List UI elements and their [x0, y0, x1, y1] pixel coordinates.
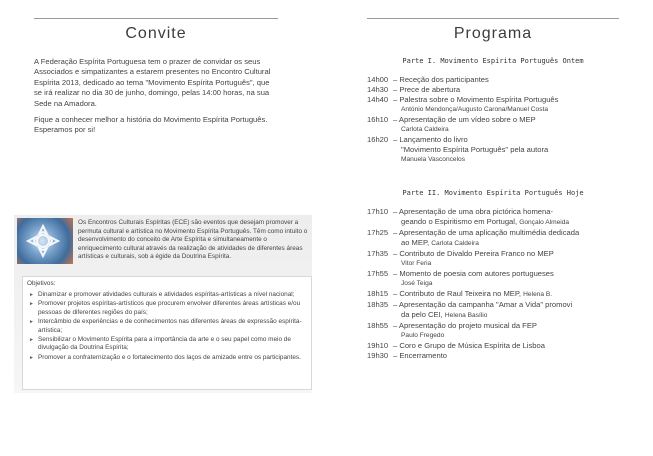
bullet-icon: ► — [29, 337, 34, 344]
list-item — [29, 354, 307, 362]
schedule-item — [367, 269, 619, 289]
intro-paragraph-1: A Federação Espírita Portuguesa tem o prazer de convidar os seus Associados e simpatizantes a estarem presentes no Encontro Cultural Espírita 2013, dedicado ao tema "Movimento Espírita Português", que se irá realizar no dia 30 de junho, domingo, pelas 14:00 horas, na sua Sede na Amadora. — [34, 57, 271, 108]
bullet-icon: ► — [29, 292, 34, 298]
speaker-name: Helena B. — [523, 291, 553, 298]
schedule-item — [367, 115, 619, 135]
list-item — [29, 318, 307, 335]
part1-schedule — [367, 75, 619, 165]
schedule-item — [367, 135, 619, 165]
schedule-text: – Apresentação da campanha "Amar a Vida" promovi — [393, 300, 573, 309]
schedule-time: 16h20 — [367, 135, 389, 144]
part1-title: Parte I. Movimento Espírita Português Ontem — [402, 57, 584, 65]
schedule-text: – Encerramento — [393, 351, 448, 360]
objectives-title: Objetivos: — [27, 280, 56, 287]
schedule-text-continued: "Movimento Espírita Português" pela autora — [401, 145, 549, 154]
schedule-text: – Lançamento do livro — [393, 135, 468, 144]
schedule-time: 18h55 — [367, 321, 389, 330]
objective-text: Dinamizar e promover atividades culturais e atividades espíritas-artísticas a nível nacional; — [38, 291, 295, 298]
part2-title: Parte II. Movimento Espírita Português Hoje — [402, 189, 584, 197]
invitation-text — [34, 57, 278, 136]
objective-text: Sensibilizar o Movimento Espírita para a importância da arte e o seu papel como meio de divulgação da Doutrina Espírita; — [38, 336, 291, 352]
speaker-name: Gonçalo Almeida — [519, 219, 570, 226]
speaker-name: José Teiga — [401, 280, 433, 287]
schedule-item — [367, 228, 619, 249]
objective-text: Promover a confraternização e o fortalecimento dos laços de amizade entre os participantes. — [38, 353, 301, 361]
list-item — [29, 300, 307, 317]
schedule-text: – Contributo de Divaldo Pereira Franco no MEP — [393, 249, 554, 258]
schedule-text: – Apresentação de um vídeo sobre o MEP — [393, 115, 536, 124]
speaker-name: Paulo Fregedo — [401, 332, 445, 339]
bullet-icon: ► — [29, 354, 34, 361]
objectives-panel — [22, 276, 312, 390]
objectives-list — [23, 291, 311, 362]
schedule-item — [367, 341, 619, 351]
title-rule — [367, 18, 619, 19]
objective-text: Intercâmbio de experiências e de conhecimentos nas diferentes áreas de expressão espírita-artística; — [38, 318, 302, 334]
schedule-text-continued — [367, 217, 619, 228]
schedule-text-part: ao MEP, — [401, 238, 430, 247]
schedule-text-continued — [367, 310, 619, 321]
list-item — [29, 291, 307, 299]
ece-logo-icon — [17, 218, 73, 264]
schedule-text: – Momento de poesia com autores portugueses — [393, 269, 554, 278]
schedule-text: – Contributo de Raul Teixeira no MEP, — [393, 289, 522, 298]
intro-paragraph-2: Fique a conhecer melhor a história do Movimento Espírita Português. Esperamos por si! — [34, 115, 268, 135]
schedule-text: – Apresentação de uma obra pictórica homena- — [393, 207, 553, 216]
schedule-time: 18h35 — [367, 300, 389, 309]
invitation-column — [34, 18, 278, 142]
schedule-text: – Receção dos participantes — [393, 75, 489, 84]
schedule-time: 19h30 — [367, 351, 389, 360]
bullet-icon: ► — [29, 301, 34, 308]
schedule-time: 17h35 — [367, 249, 389, 258]
schedule-time: 14h30 — [367, 85, 389, 94]
program-title: Programa — [453, 25, 533, 42]
schedule-text: – Prece de abertura — [393, 85, 461, 94]
speaker-name: Manuela Vasconcelos — [401, 156, 466, 163]
schedule-item — [367, 207, 619, 228]
part2-schedule — [367, 207, 619, 361]
schedule-text: – Apresentação do projeto musical da FEP — [393, 321, 537, 330]
bullet-icon: ► — [29, 319, 34, 326]
schedule-time: 14h40 — [367, 95, 389, 104]
ece-info-box — [14, 215, 312, 393]
schedule-text: – Coro e Grupo de Música Espírita de Lisboa — [393, 341, 545, 350]
schedule-item — [367, 249, 619, 269]
schedule-time: 17h25 — [367, 228, 389, 237]
list-item — [29, 336, 307, 353]
speaker-name: Helena Basílio — [444, 312, 488, 319]
title-rule — [34, 18, 278, 19]
ece-description: Os Encontros Culturais Espíritas (ECE) são eventos que desejam promover a permuta cultural e artística no Movimento Espírita Português. Têm como intuito o desenvolvimento do conceito de Arte Espírita e simultaneamente o enriquecimento cultural através da realização de atividades de diferentes áreas artísticas e culturais, sob a égide da Doutrina Espírita. — [78, 219, 308, 261]
schedule-item — [367, 95, 619, 115]
schedule-time: 17h55 — [367, 269, 389, 278]
schedule-text-part: da pelo CEI, — [401, 310, 443, 319]
schedule-item — [367, 289, 619, 300]
schedule-text-continued — [367, 238, 619, 249]
schedule-time: 14h00 — [367, 75, 389, 84]
speaker-name: Carlota Caldeira — [431, 240, 479, 247]
schedule-time: 18h15 — [367, 289, 389, 298]
program-column — [367, 18, 619, 361]
schedule-item — [367, 321, 619, 341]
invitation-title: Convite — [125, 25, 187, 42]
schedule-item — [367, 351, 619, 361]
schedule-text: – Palestra sobre o Movimento Espírita Português — [393, 95, 559, 104]
schedule-item — [367, 75, 619, 85]
schedule-time: 17h10 — [367, 207, 389, 216]
schedule-time: 16h10 — [367, 115, 389, 124]
speaker-name: Vitor Feria — [401, 260, 432, 267]
speaker-name: Carlota Caldeira — [401, 126, 449, 133]
schedule-item — [367, 85, 619, 95]
speaker-name: António Mendonça/Augusto Carona/Manuel Costa — [401, 106, 548, 113]
schedule-text-part: geando o Espiritismo em Portugal, — [401, 217, 518, 226]
objective-text: Promover projetos espíritas-artísticos que procurem envolver diferentes áreas artísticas e/ou pessoas de diferentes regiões do país; — [38, 300, 301, 316]
schedule-time: 19h10 — [367, 341, 389, 350]
schedule-text: – Apresentação de uma aplicação multimédia dedicada — [393, 228, 580, 237]
schedule-item — [367, 300, 619, 321]
